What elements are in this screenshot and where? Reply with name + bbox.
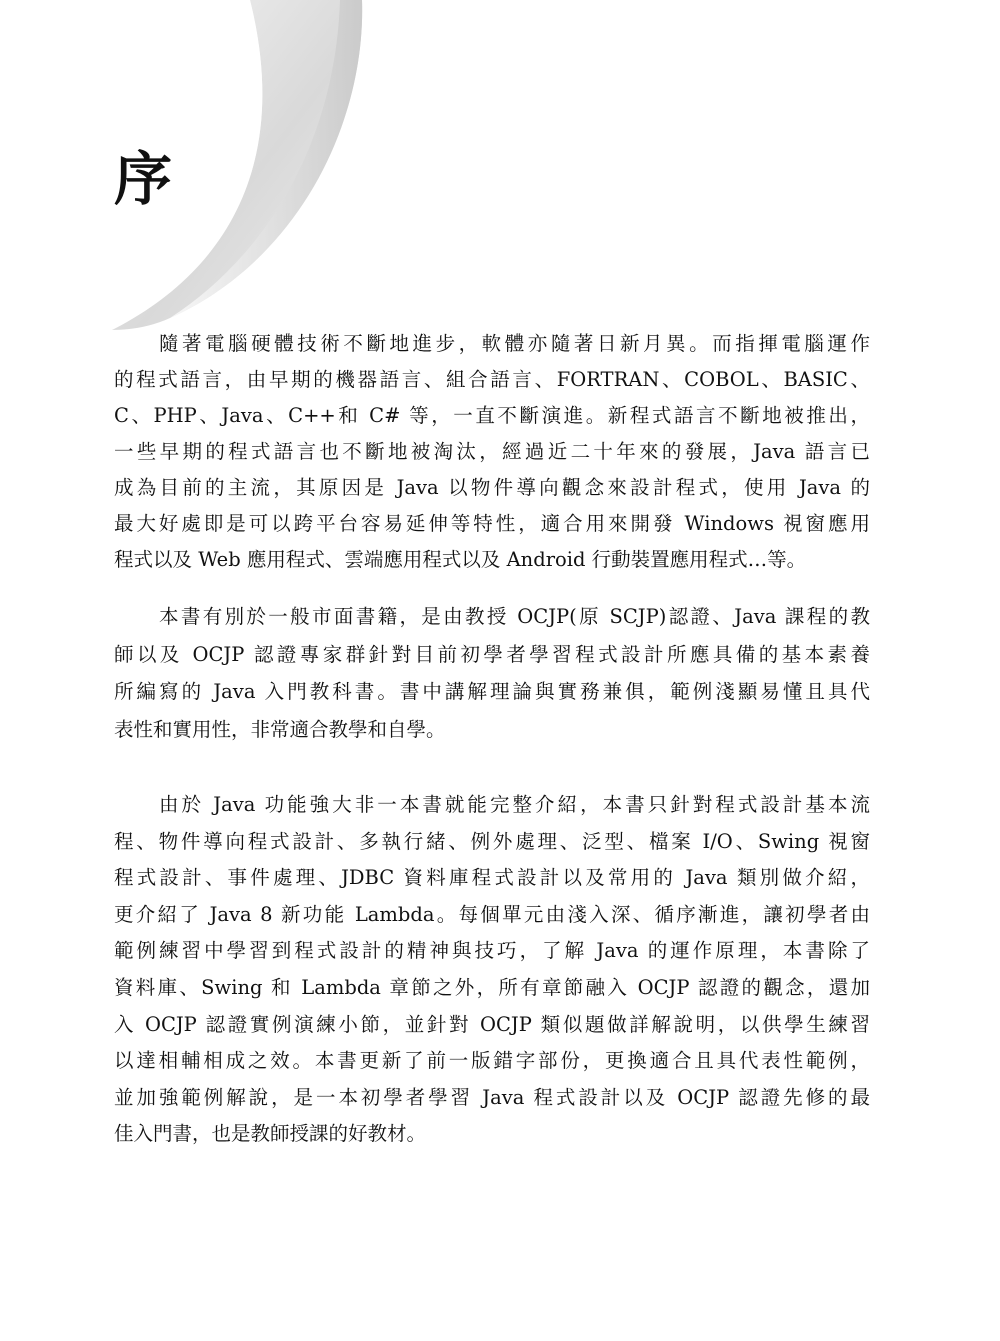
decorative-swoosh (0, 0, 380, 340)
paragraph-line: 佳入門書，也是教師授課的好教材。 (114, 1122, 427, 1146)
paragraph-line: 程式以及 Web 應用程式、雲端應用程式以及 Android 行動裝置應用程式…等。 (114, 548, 807, 571)
paragraph-line: 並加強範例解說，是一本初學者學習 Java 程式設計以及 OCJP 認證先修的最 (114, 1085, 870, 1109)
paragraph-line: 程、物件導向程式設計、多執行緒、例外處理、泛型、檔案 I/O、Swing 視窗 (114, 829, 870, 853)
paragraph-line: 本書有別於一般市面書籍，是由教授 OCJP(原 SCJP)認證、Java 課程的教 (159, 605, 870, 628)
paragraph-line: 表性和實用性，非常適合教學和自學。 (114, 717, 446, 741)
page-title: 序 (114, 145, 173, 213)
paragraph-line: 程式設計、事件處理、JDBC 資料庫程式設計以及常用的 Java 類別做介紹， (114, 866, 870, 890)
paragraph-line: 最大好處即是可以跨平台容易延伸等特性，適合用來開發 Windows 視窗應用 (114, 512, 870, 535)
paragraph-line: 成為目前的主流，其原因是 Java 以物件導向觀念來設計程式，使用 Java 的 (114, 476, 870, 499)
paragraph-3 (114, 787, 870, 1153)
paragraph-line: 資料庫、Swing 和 Lambda 章節之外，所有章節融入 OCJP 認證的觀念，還加 (114, 975, 870, 999)
paragraph-line: 一些早期的程式語言也不斷地被淘汰，經過近二十年來的發展，Java 語言已 (114, 440, 870, 463)
paragraph-line: 所編寫的 Java 入門教科書。書中講解理論與實務兼俱，範例淺顯易懂且具代 (114, 680, 870, 703)
paragraph-1 (114, 326, 870, 578)
paragraph-line: 隨著電腦硬體技術不斷地進步，軟體亦隨著日新月異。而指揮電腦運作 (159, 332, 870, 355)
paragraph-line: 師以及 OCJP 認證專家群針對目前初學者學習程式設計所應具備的基本素養 (114, 642, 870, 666)
paragraph-line: 入 OCJP 認證實例演練小節，並針對 OCJP 類似題做詳解說明，以供學生練習 (114, 1012, 870, 1036)
paragraph-line: 由於 Java 功能強大非一本書就能完整介紹，本書只針對程式設計基本流 (159, 793, 870, 816)
paragraph-line: 的程式語言，由早期的機器語言、組合語言、FORTRAN、COBOL、BASIC、 (114, 368, 870, 391)
paragraph-line: 範例練習中學習到程式設計的精神與技巧，了解 Java 的運作原理，本書除了 (114, 939, 870, 963)
paragraph-line: 更介紹了 Java 8 新功能 Lambda。每個單元由淺入深、循序漸進，讓初學者由 (114, 902, 870, 926)
paragraph-line: 以達相輔相成之效。本書更新了前一版錯字部份，更換適合且具代表性範例， (114, 1049, 870, 1073)
paragraph-2 (114, 598, 870, 748)
paragraph-line: C、PHP、Java、C++和 C# 等，一直不斷演進。新程式語言不斷地被推出， (114, 404, 870, 427)
